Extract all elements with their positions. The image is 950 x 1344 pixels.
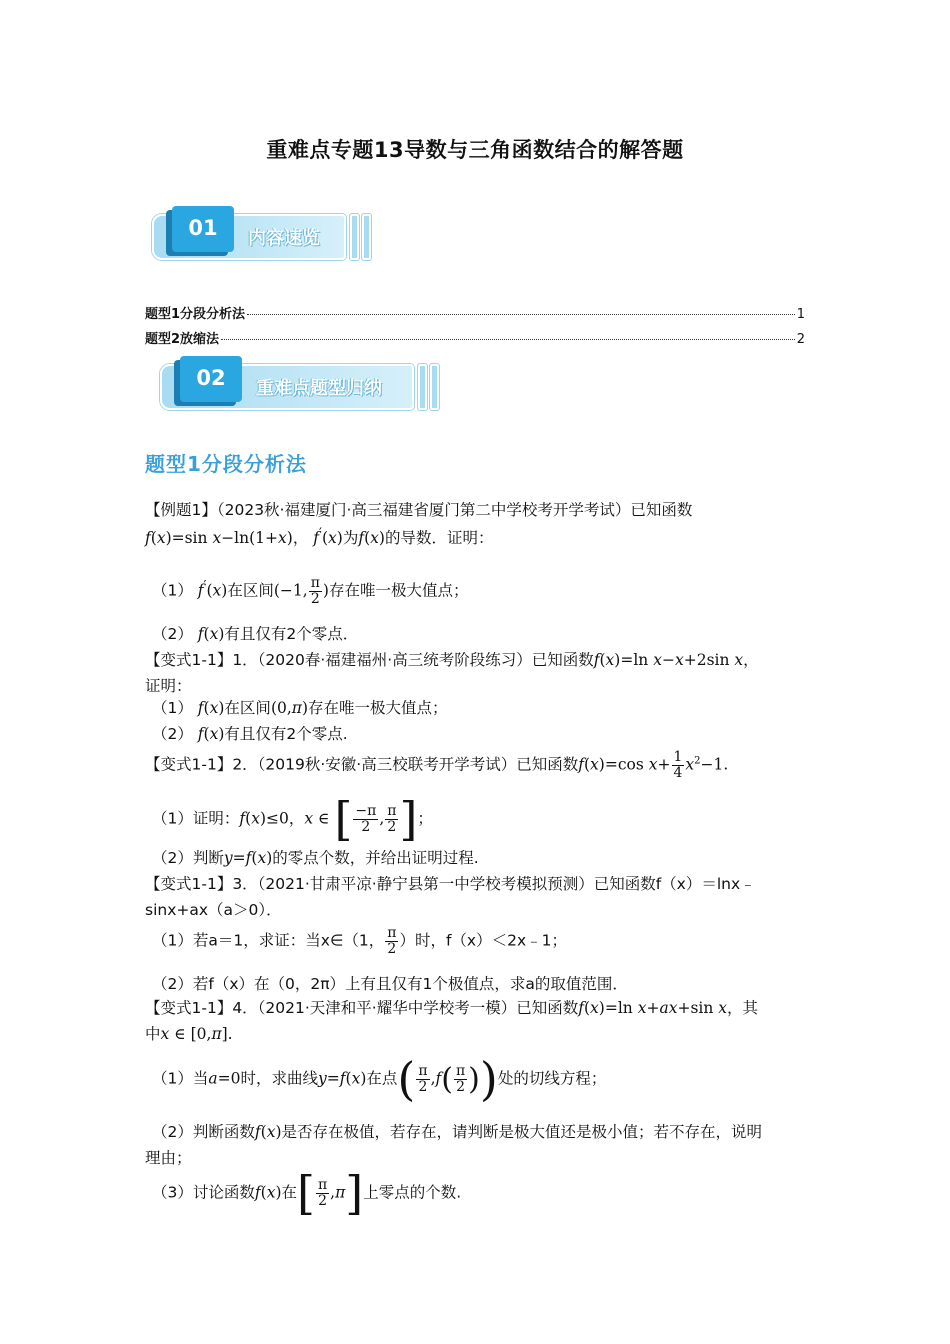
banner-key-points [160,356,442,414]
toc-label: 题型1分段分析法 [145,307,246,322]
toc-page: 1 [796,307,805,322]
variant-2-part-2: （2）判断y=f(x)的零点个数，并给出证明过程. [152,849,479,867]
example-1-part-2: （2） f(x)有且仅有2个零点． [152,625,359,643]
banner-contents [152,206,372,264]
toc-page: 2 [796,332,805,347]
variant-2-head: 【变式1-1】2．（2019秋·安徽·高三校联考开学考试）已知函数f(x)=cos x+ $\frac{1}{4}$ $x^2-1$. [145,749,729,781]
toc-entry[interactable] [145,328,805,347]
toc-label: 题型2放缩法 [145,332,220,347]
variant-3-line2: sinx+ax（a＞0）． [145,901,282,919]
variant-4-head: 【变式1-1】4．（2021·天津和平·耀华中学校考一模）已知函数f(x)=ln x+ax+sin x，其 [145,999,759,1017]
example-1-line2: f(x)=sin x−ln(1+x)， f′(x)为f(x)的导数．证明： [145,526,494,548]
variant-3-part-2: （2）若f（x）在（0，2π）上有且仅有1个极值点，求a的取值范围． [152,975,628,993]
toc-leader [247,314,795,315]
section-heading: 题型1分段分析法 [145,452,307,476]
variant-1-line2: 证明： [145,677,192,695]
variant-4-part-2: （2）判断函数f(x)是否存在极值，若存在，请判断是极大值还是极小值；若不存在，说明 [152,1123,763,1141]
toc-leader [221,339,795,340]
variant-4-part-3: （3）讨论函数f(x)在[ $\frac{\pi}{2}$ ,π]上零点的个数. [152,1166,462,1220]
toc-entry[interactable] [145,303,805,322]
variant-4-part-1: （1）当a=0时，求曲线y=f(x)在点( $\frac{\pi}{2}$ ,f( $\frac{\pi}{2}$ ))处的切线方程； [152,1052,607,1106]
example-1-part-1: （1） f′(x)在区间(−1, $\frac{\pi}{2}$ )存在唯一极大值点； [152,575,469,607]
variant-4-part-2-cont: 理由； [145,1149,192,1167]
variant-1-part-1: （1） f(x)在区间(0,π)存在唯一极大值点； [152,699,448,717]
banner-number: 02 [180,356,242,402]
banner-number: 01 [172,206,234,252]
variant-3-head: 【变式1-1】3．（2021·甘肃平凉·静宁县第一中学校考模拟预测）已知函数f（x）＝lnx﹣ [145,875,756,893]
example-1-head: 【例题1】（2023秋·福建厦门·高三福建省厦门第二中学校考开学考试）已知函数 [145,501,693,519]
banner-label: 内容速览 [248,228,320,249]
page-title: 重难点专题13导数与三角函数结合的解答题 [266,138,684,162]
variant-4-line2: 中x ∈ [0,π]. [145,1025,233,1043]
variant-1-head: 【变式1-1】1．（2020春·福建福州·高三统考阶段练习）已知函数f(x)=ln x−x+2sin x， [145,651,759,669]
variant-3-part-1: （1）若a＝1，求证：当x∈（1， $\frac{\pi}{2}$ ）时，f（x）＜2x﹣1； [152,925,567,957]
variant-1-part-2: （2） f(x)有且仅有2个零点. [152,725,348,743]
variant-2-part-1: （1）证明：f(x)≤0，x ∈ [ $\frac{-\pi}{2}$ , $\frac{\pi}{2}$ ]； [152,792,433,846]
banner-label: 重难点题型归纳 [256,378,382,399]
